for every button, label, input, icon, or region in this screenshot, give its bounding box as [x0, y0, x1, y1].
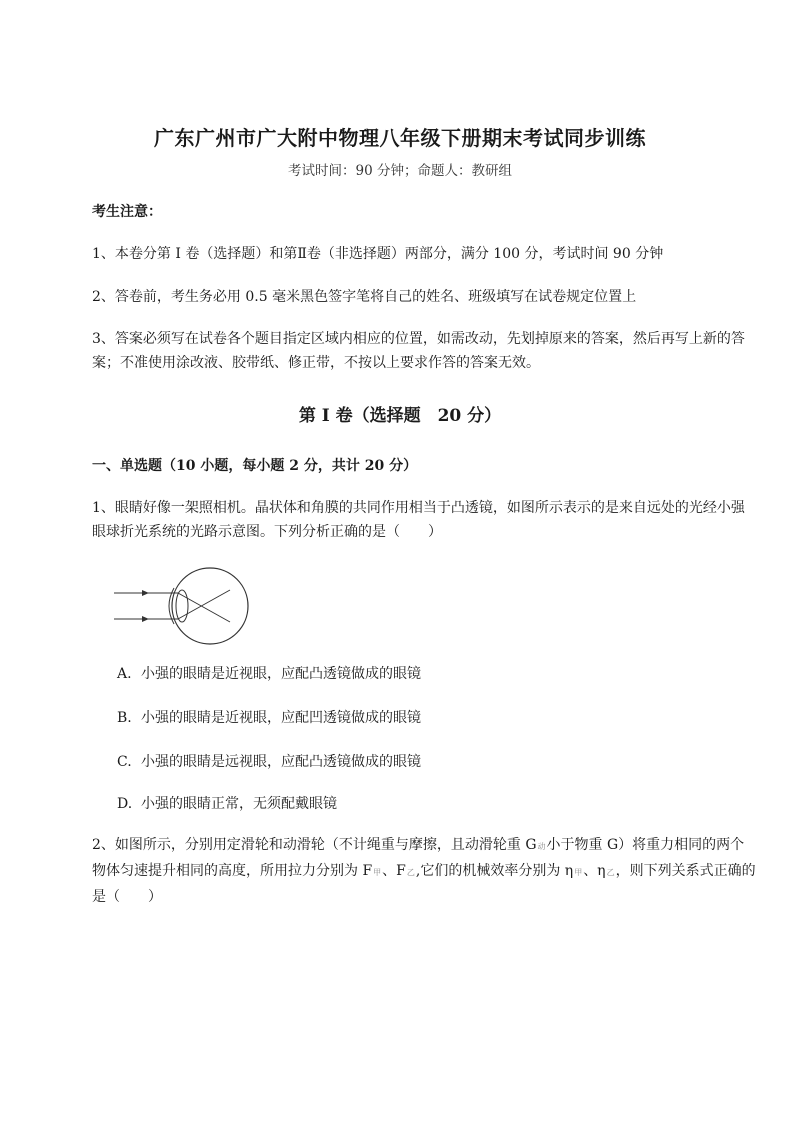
q2-segment: 、F: [382, 863, 406, 879]
notice-item-2: 2、答卷前，考生务必用 0.5 毫米黑色签字笔将自己的姓名、班级填写在试卷规定位置上: [92, 289, 637, 305]
notice-item-1: 1、本卷分第 I 卷（选择题）和第Ⅱ卷（非选择题）两部分，满分 100 分，考试时间 90 分钟: [92, 246, 664, 262]
option-a[interactable]: [117, 663, 421, 683]
option-letter: B.: [117, 710, 132, 726]
q2-segment: 小于物重 G）将重力相同的两个物体匀速提升相同的高度，所用拉力分别为 F: [92, 837, 745, 879]
notice-item-3: 3、答案必须写在试卷各个题目指定区域内相应的位置，如需改动，先划掉原来的答案，然后再写上新的答案；不准使用涂改液、胶带纸、修正带，不按以上要求作答的答案无效。: [92, 331, 745, 371]
option-letter: C.: [117, 754, 132, 770]
arrow-top: [142, 590, 149, 596]
subscript-dong: 动: [537, 842, 546, 851]
option-text: 小强的眼睛是近视眼，应配凹透镜做成的眼镜: [141, 710, 421, 726]
question-2-text: [92, 833, 756, 909]
eyeball-outline: [172, 568, 248, 644]
question-1-text: 1、眼睛好像一架照相机。晶状体和角膜的共同作用相当于凸透镜，如图所示表示的是来自远处的光经小强眼球折光系统的光路示意图。下列分析正确的是（ ）: [92, 500, 745, 540]
arrow-bottom: [142, 616, 149, 622]
notice-heading: 考生注意：: [92, 204, 162, 220]
option-letter: D.: [117, 796, 133, 812]
q2-segment: 、η: [583, 863, 606, 879]
option-d[interactable]: [117, 793, 337, 813]
part-heading: 一、单选题（10 小题，每小题 2 分，共计 20 分）: [92, 458, 418, 474]
q2-segment: ，则下列关系式正确的是（ ）: [92, 863, 756, 905]
subscript-yi: 乙: [406, 868, 415, 877]
exam-info: 考试时间：90 分钟；命题人：教研组: [288, 163, 512, 179]
eye-diagram: [112, 566, 262, 646]
option-b[interactable]: [117, 707, 421, 727]
subscript-jia: 甲: [574, 868, 583, 877]
option-text: 小强的眼睛正常，无须配戴眼镜: [141, 796, 337, 812]
option-letter: A.: [117, 666, 132, 682]
subscript-jia: 甲: [373, 868, 382, 877]
option-text: 小强的眼睛是近视眼，应配凸透镜做成的眼镜: [141, 666, 421, 682]
q2-segment: 2、如图所示，分别用定滑轮和动滑轮（不计绳重与摩擦，且动滑轮重 G: [92, 837, 537, 853]
subscript-yi: 乙: [606, 868, 615, 877]
page-title: 广东广州市广大附中物理八年级下册期末考试同步训练: [154, 126, 646, 150]
q2-segment: ,它们的机械效率分别为 η: [415, 863, 574, 879]
section-title: 第 I 卷（选择题 20 分）: [298, 406, 502, 426]
option-text: 小强的眼睛是远视眼，应配凸透镜做成的眼镜: [141, 754, 421, 770]
option-c[interactable]: [117, 751, 421, 771]
